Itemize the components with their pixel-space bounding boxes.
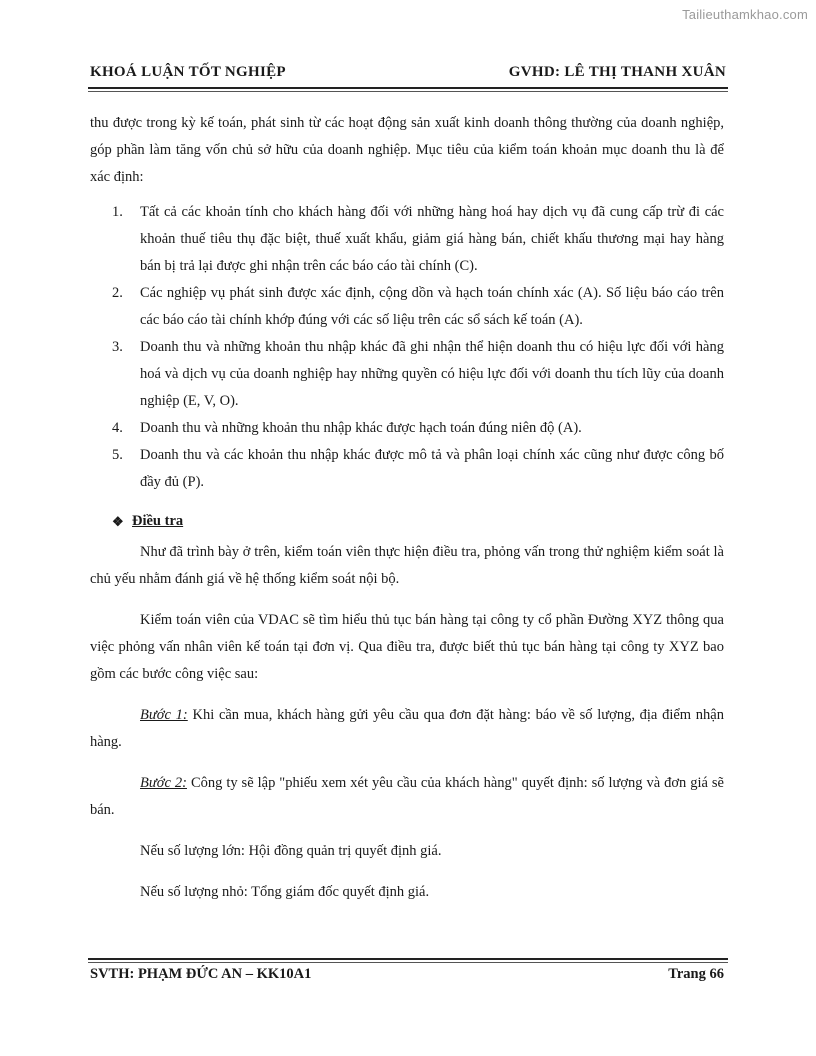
header-rule-thin xyxy=(88,91,728,92)
footer-author: SVTH: PHẠM ĐỨC AN – KK10A1 xyxy=(90,966,312,982)
section-title: Điều tra xyxy=(132,513,184,529)
paragraph-investigation: Như đã trình bày ở trên, kiểm toán viên thực hiện điều tra, phỏng vấn trong thử nghiệm kiểm soát là chủ yếu nhằm đánh giá về hệ thống kiểm soát nội bộ. xyxy=(90,544,724,587)
list-text: Các nghiệp vụ phát sinh được xác định, cộng dồn và hạch toán chính xác (A). Số liệu báo cáo trên các báo cáo tài chính khớp đúng với các số liệu trên các sổ sách kế toán (A). xyxy=(140,285,724,328)
diamond-bullet-icon: ❖ xyxy=(112,514,124,529)
section-heading xyxy=(90,508,724,535)
intro-paragraph: thu được trong kỳ kế toán, phát sinh từ các hoạt động sản xuất kinh doanh thông thường của doanh nghiệp, góp phần làm tăng vốn chủ sở hữu của doanh nghiệp. Mục tiêu của kiểm toán khoản mục doanh thu là để xác định: xyxy=(90,115,724,185)
list-item xyxy=(112,280,724,334)
objectives-list xyxy=(90,199,724,496)
list-number: 2. xyxy=(112,285,123,301)
footer-rule-thin xyxy=(88,962,728,963)
list-text: Doanh thu và những khoản thu nhập khác được hạch toán đúng niên độ (A). xyxy=(140,420,582,436)
header-rule xyxy=(88,87,728,89)
step-text: Công ty sẽ lập "phiếu xem xét yêu cầu của khách hàng" quyết định: số lượng và đơn giá sẽ bán. xyxy=(90,775,724,818)
list-text: Doanh thu và những khoản thu nhập khác đã ghi nhận thể hiện doanh thu có hiệu lực đối với hàng hoá và dịch vụ của doanh nghiệp hay những quyền có hiệu lực đối với doanh thu tích lũy của doanh nghiệp (E, V, O). xyxy=(140,339,724,409)
note-small-quantity: Nếu số lượng nhỏ: Tổng giám đốc quyết định giá. xyxy=(140,884,430,900)
list-number: 1. xyxy=(112,204,123,220)
page-body xyxy=(90,110,724,906)
list-number: 5. xyxy=(112,447,123,463)
step-label: Bước 2: xyxy=(140,775,187,791)
list-item xyxy=(112,442,724,496)
list-number: 3. xyxy=(112,339,123,355)
list-text: Doanh thu và các khoản thu nhập khác được mô tả và phân loại chính xác cũng như được công bố đầy đủ (P). xyxy=(140,447,724,490)
header-advisor: GVHD: LÊ THỊ THANH XUÂN xyxy=(508,64,726,80)
step-1 xyxy=(90,702,724,756)
page-number: Trang 66 xyxy=(668,966,724,982)
paragraph-procedure: Kiểm toán viên của VDAC sẽ tìm hiểu thủ tục bán hàng tại công ty cổ phần Đường XYZ thông qua việc phỏng vấn nhân viên kế toán tại đơn vị. Qua điều tra, được biết thủ tục bán hàng tại công ty XYZ bao gồm các bước công việc sau: xyxy=(90,612,724,682)
list-item xyxy=(112,334,724,415)
watermark: Tailieuthamkhao.com xyxy=(682,7,808,22)
step-2 xyxy=(90,770,724,824)
page-footer xyxy=(90,966,724,983)
list-item xyxy=(112,199,724,280)
list-number: 4. xyxy=(112,420,123,436)
step-text: Khi cần mua, khách hàng gửi yêu cầu qua đơn đặt hàng: báo về số lượng, địa điểm nhận hàng. xyxy=(90,707,724,750)
step-label: Bước 1: xyxy=(140,707,188,723)
footer-rule xyxy=(88,958,728,960)
header-title: KHOÁ LUẬN TỐT NGHIỆP xyxy=(90,64,286,80)
list-item xyxy=(112,415,724,442)
page-header xyxy=(90,64,726,81)
list-text: Tất cả các khoản tính cho khách hàng đối với những hàng hoá hay dịch vụ đã cung cấp trừ đi các khoản thuế tiêu thụ đặc biệt, thuế xuất khẩu, giảm giá hàng bán, chiết khấu thương mại hay hàng bán bị trả lại được ghi nhận trên các báo cáo tài chính (C). xyxy=(140,204,724,274)
note-large-quantity: Nếu số lượng lớn: Hội đồng quản trị quyết định giá. xyxy=(140,843,442,859)
